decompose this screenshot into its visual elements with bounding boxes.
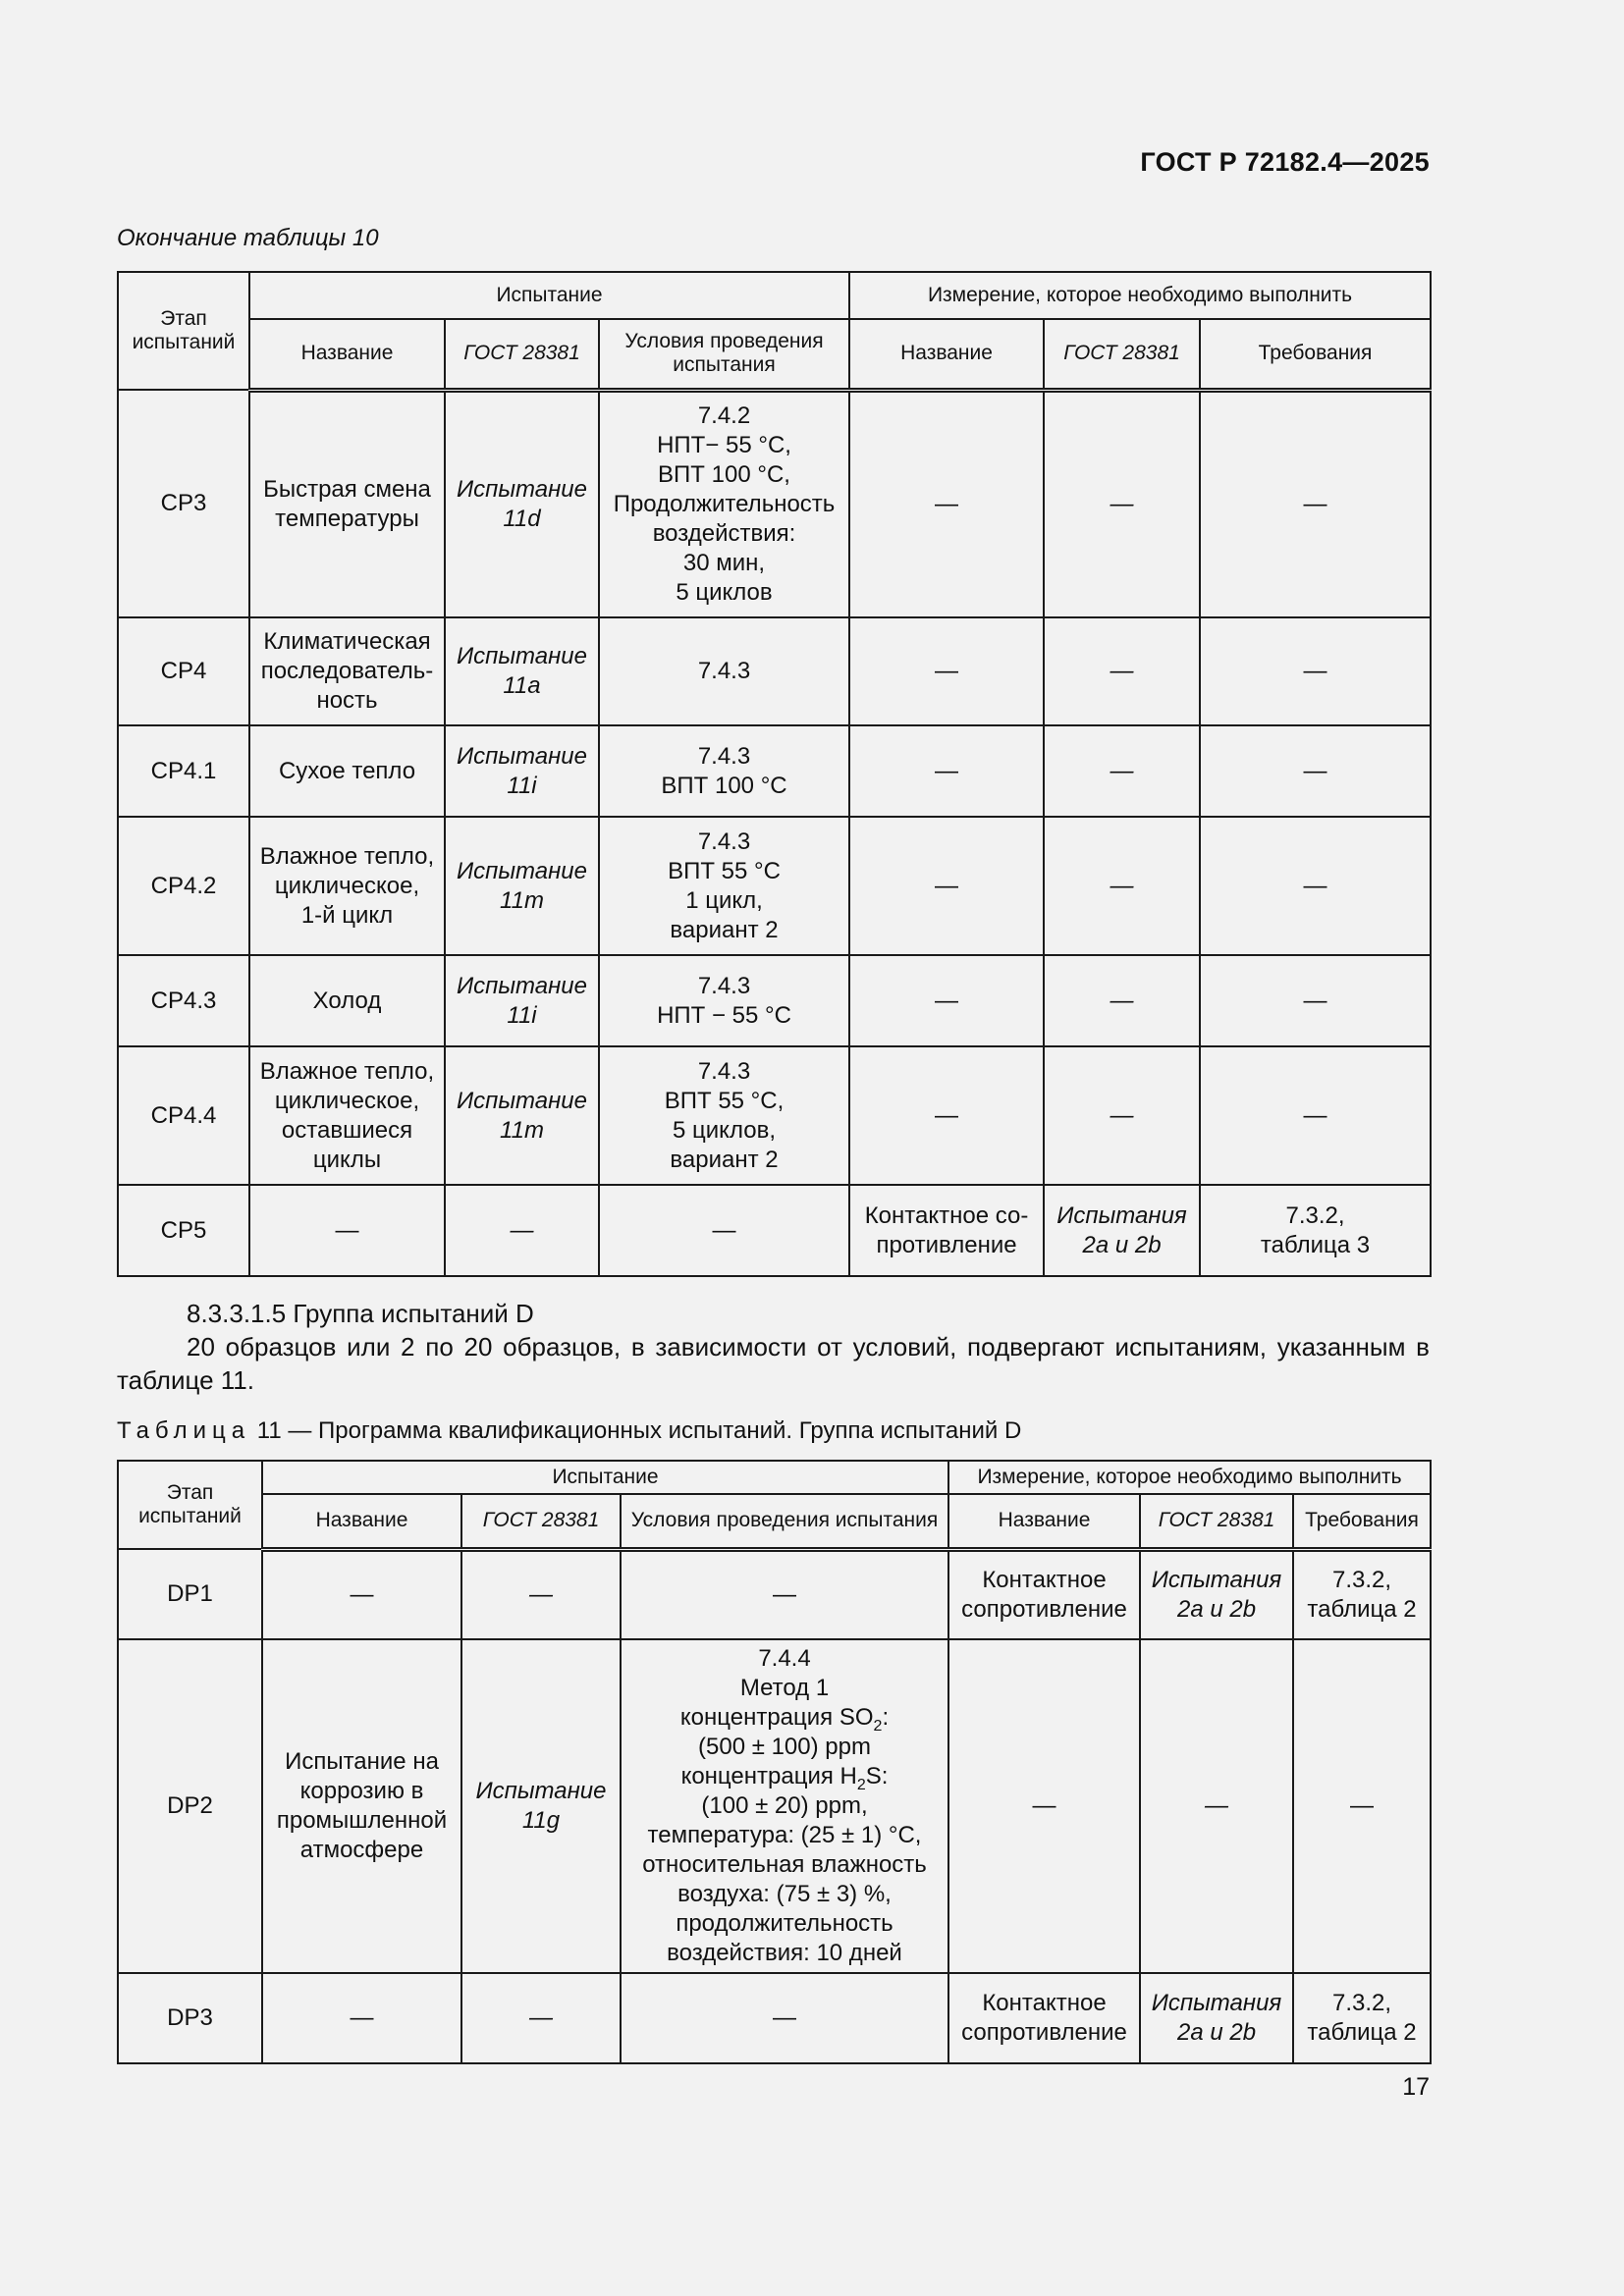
cell-requirements: 7.3.2, таблица 2 [1293, 1549, 1431, 1639]
cell-name: — [262, 1973, 461, 2063]
header-requirements: Требования [1293, 1494, 1431, 1549]
cell-conditions: 7.4.3 ВПТ 55 °С 1 цикл, вариант 2 [599, 817, 849, 955]
cell-gost: Испытание 11m [445, 1046, 599, 1185]
page-number: 17 [1402, 2073, 1430, 2101]
document-header: ГОСТ Р 72182.4—2025 [1140, 147, 1430, 177]
cell-name: Влажное тепло, циклическое, оставшиеся циклы [249, 1046, 445, 1185]
cell-measure-gost: — [1044, 725, 1200, 817]
cond-line: воздействия: 10 дней [667, 1940, 902, 1966]
cell-conditions [621, 1639, 948, 1973]
header-gost: ГОСТ 28381 [461, 1494, 621, 1549]
cell-measure-name: Контактное со- противление [849, 1185, 1044, 1276]
cell-requirements: — [1293, 1639, 1431, 1973]
cell-measure-gost: — [1044, 955, 1200, 1046]
cell-name: Быстрая смена температуры [249, 390, 445, 617]
header-conditions: Условия проведения испытания [621, 1494, 948, 1549]
cell-measure-name: Контактное сопротивление [948, 1973, 1140, 2063]
cell-gost: — [445, 1185, 599, 1276]
header-measurement: Измерение, которое необходимо выполнить [948, 1461, 1431, 1494]
cell-name: Сухое тепло [249, 725, 445, 817]
cell-measure-name: — [849, 725, 1044, 817]
cell-name: Холод [249, 955, 445, 1046]
cell-stage: CP4.2 [118, 817, 249, 955]
cond-line: (500 ± 100) ppm [698, 1734, 871, 1760]
cond-subscript: 2 [856, 1777, 866, 1793]
cond-text: концентрация H [680, 1763, 857, 1789]
table-10-caption: Окончание таблицы 10 [117, 225, 379, 251]
cond-line: воздуха: (75 ± 3) %, [677, 1881, 892, 1907]
cell-requirements: — [1200, 1046, 1431, 1185]
table-row-dp1 [118, 1549, 1431, 1639]
table-row [118, 1185, 1431, 1276]
header-measurement: Измерение, которое необходимо выполнить [849, 272, 1431, 319]
table-row [118, 390, 1431, 617]
cell-name: — [262, 1549, 461, 1639]
cond-line: температура: (25 ± 1) °С, [647, 1822, 922, 1848]
cell-stage: CP4.1 [118, 725, 249, 817]
cell-gost: Испытание 11i [445, 725, 599, 817]
header-measure-gost: ГОСТ 28381 [1140, 1494, 1293, 1549]
table-10 [117, 271, 1432, 1277]
cell-requirements: — [1200, 725, 1431, 817]
cell-name: — [249, 1185, 445, 1276]
cell-requirements: — [1200, 617, 1431, 725]
cell-measure-gost: Испытания 2a и 2b [1140, 1549, 1293, 1639]
header-requirements: Требования [1200, 319, 1431, 390]
cell-stage: CP4.3 [118, 955, 249, 1046]
header-name: Название [262, 1494, 461, 1549]
cell-conditions: — [621, 1973, 948, 2063]
cell-gost: — [461, 1973, 621, 2063]
cell-measure-name: — [849, 1046, 1044, 1185]
cond-line [625, 1762, 944, 1791]
cell-name: Климатическая последователь- ность [249, 617, 445, 725]
cell-gost: — [461, 1549, 621, 1639]
cell-measure-gost: Испытания 2a и 2b [1140, 1973, 1293, 2063]
cell-requirements: — [1200, 390, 1431, 617]
cell-measure-name: — [948, 1639, 1140, 1973]
table-11-caption-text: 11 — Программа квалификационных испытаний. Группа испытаний D [250, 1417, 1022, 1444]
cell-measure-name: Контактное сопротивление [948, 1549, 1140, 1639]
cell-measure-name: — [849, 817, 1044, 955]
cell-requirements: — [1200, 955, 1431, 1046]
header-measure-gost: ГОСТ 28381 [1044, 319, 1200, 390]
cell-stage: DP3 [118, 1973, 262, 2063]
cell-measure-gost: — [1044, 617, 1200, 725]
table-row [118, 817, 1431, 955]
header-measure-name: Название [849, 319, 1044, 390]
table-11-body [118, 1549, 1431, 2063]
cell-stage: DP2 [118, 1639, 262, 1973]
cell-gost: Испытание 11d [445, 390, 599, 617]
cond-text: концентрация SO [679, 1704, 874, 1731]
cell-name: Испытание на коррозию в промышленной атмосфере [262, 1639, 461, 1973]
cell-conditions: 7.4.3 ВПТ 55 °С, 5 циклов, вариант 2 [599, 1046, 849, 1185]
section-heading: 8.3.3.1.5 Группа испытаний D [187, 1299, 534, 1328]
header-test: Испытание [262, 1461, 948, 1494]
table-10-body [118, 390, 1431, 1276]
cond-line: Метод 1 [739, 1675, 830, 1701]
cell-measure-gost: — [1044, 390, 1200, 617]
cell-measure-gost: — [1140, 1639, 1293, 1973]
cond-subscript: 2 [873, 1718, 883, 1735]
cond-line: относительная влажность [642, 1851, 927, 1878]
table-row [118, 617, 1431, 725]
cell-conditions: 7.4.3 ВПТ 100 °С [599, 725, 849, 817]
cell-measure-gost: — [1044, 1046, 1200, 1185]
header-test: Испытание [249, 272, 849, 319]
cell-measure-name: — [849, 390, 1044, 617]
table-11 [117, 1460, 1432, 2064]
cell-conditions: 7.4.2 НПТ− 55 °С, ВПТ 100 °С, Продолжительность воздействия: 30 мин, 5 циклов [599, 390, 849, 617]
header-stage: Этап испытаний [118, 272, 249, 390]
cell-stage: CP5 [118, 1185, 249, 1276]
cell-measure-gost: Испытания 2a и 2b [1044, 1185, 1200, 1276]
cell-conditions: 7.4.3 [599, 617, 849, 725]
cond-line: (100 ± 20) ppm, [701, 1792, 868, 1819]
cell-conditions: — [599, 1185, 849, 1276]
cond-line: продолжительность [676, 1910, 893, 1937]
table-11-caption [117, 1417, 1021, 1445]
cell-gost: Испытание 11i [445, 955, 599, 1046]
table-row [118, 1046, 1431, 1185]
cell-gost: Испытание 11g [461, 1639, 621, 1973]
cond-text: : [882, 1704, 890, 1731]
header-measure-name: Название [948, 1494, 1140, 1549]
header-stage: Этап испытаний [118, 1461, 262, 1549]
cell-stage: CP4 [118, 617, 249, 725]
cond-line: 7.4.4 [758, 1645, 811, 1672]
cell-requirements: 7.3.2, таблица 3 [1200, 1185, 1431, 1276]
header-gost: ГОСТ 28381 [445, 319, 599, 390]
cell-conditions: 7.4.3 НПТ − 55 °С [599, 955, 849, 1046]
table-row-dp2 [118, 1639, 1431, 1973]
header-conditions: Условия проведения испытания [599, 319, 849, 390]
table-row [118, 725, 1431, 817]
cell-measure-name: — [849, 955, 1044, 1046]
table-11-caption-label: Таблица [117, 1417, 251, 1444]
cell-gost: Испытание 11a [445, 617, 599, 725]
cell-measure-gost: — [1044, 817, 1200, 955]
cond-line [625, 1703, 944, 1733]
cell-gost: Испытание 11m [445, 817, 599, 955]
cell-requirements: 7.3.2, таблица 2 [1293, 1973, 1431, 2063]
header-name: Название [249, 319, 445, 390]
cell-measure-name: — [849, 617, 1044, 725]
table-row [118, 955, 1431, 1046]
section-paragraph: 20 образцов или 2 по 20 образцов, в зависимости от условий, подвергают испытаниям, указанным в таблице 11. [117, 1332, 1430, 1395]
cell-stage: DP1 [118, 1549, 262, 1639]
table-row-dp3 [118, 1973, 1431, 2063]
cell-stage: CP4.4 [118, 1046, 249, 1185]
cell-conditions: — [621, 1549, 948, 1639]
cell-stage: CP3 [118, 390, 249, 617]
cond-text: S: [865, 1763, 889, 1789]
cell-requirements: — [1200, 817, 1431, 955]
cell-name: Влажное тепло, циклическое, 1-й цикл [249, 817, 445, 955]
